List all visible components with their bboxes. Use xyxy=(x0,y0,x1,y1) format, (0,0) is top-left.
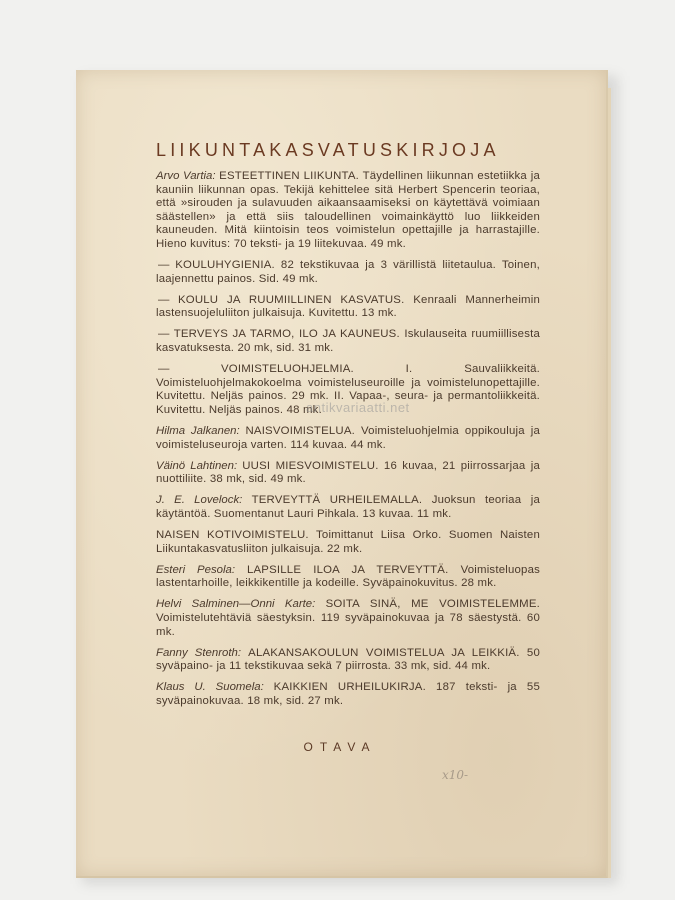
entry-text: SOITA SINÄ, ME VOIMISTELEMME. Voimistelutehtäviä säestyksin. 119 syväpainokuvaa ja 78 säestystä. 60 mk. xyxy=(156,598,540,638)
entry-text: NAISVOIMISTELUA. Voimisteluohjelmia oppikouluja ja voimisteluseuroja varten. 114 kuvaa. 44 mk. xyxy=(156,425,540,451)
pencil-price-note: x10- xyxy=(442,768,469,782)
book-entry xyxy=(156,681,540,708)
entry-author: — xyxy=(158,293,170,306)
entry-author: Helvi Salminen—Onni Karte: xyxy=(156,598,316,611)
book-entry xyxy=(156,494,540,521)
book-list xyxy=(156,170,540,716)
entry-author: J. E. Lovelock: xyxy=(156,494,243,507)
publisher-name: OTAVA xyxy=(303,740,377,754)
entry-author: — xyxy=(158,363,170,376)
entry-author: Esteri Pesola: xyxy=(156,563,236,576)
book-entry xyxy=(156,328,540,355)
book-entry xyxy=(156,259,540,286)
entry-author: Väinö Lahtinen: xyxy=(156,459,238,472)
book-entry xyxy=(156,598,540,639)
entry-text: VOIMISTELUOHJELMIA. I. Sauvaliikkeitä. Voimisteluohjelmakokoelma voimisteluseuroille ja voimistelunopettajille. Kuvitettu. Neljäs painos. 29 mk. II. Vapaa-, seura- ja permantoliikkeitä. Kuvitettu. Neljäs painos. 48 mk. xyxy=(156,363,541,416)
cover-title: LIIKUNTAKASVATUSKIRJOJA xyxy=(156,140,500,160)
entry-author: — xyxy=(158,328,170,341)
entry-text: ESTEETTINEN LIIKUNTA. Täydellinen liikunnan estetiikka ja kauniin liikunnan opas. Tekijä kehittelee sitä Herbert Spencerin teoriaa, että »sirouden ja sulavuuden aikaansaamiseksi on käytettävä voimiaan säästellen» ja että siis taloudellinen voimainkäyttö luo liikkeiden kauneuden. Mitä kiintoisin teos voimistelun opettajille ja harrastajille. Hieno kuvitus: 70 teksti- ja 19 liitekuvaa. 49 mk. xyxy=(156,170,540,250)
entry-author: Hilma Jalkanen: xyxy=(156,425,240,437)
entry-text: TERVEYTTÄ URHEILEMALLA. Juoksun teoriaa ja käytäntöä. Suomentanut Lauri Pihkala. 13 kuvaa. 11 mk. xyxy=(156,494,540,520)
entry-text: KOULUHYGIENIA. 82 tekstikuvaa ja 3 värillistä liitetaulua. Toinen, laajennettu painos. Sid. 49 mk. xyxy=(156,259,540,285)
entry-text: UUSI MIESVOIMISTELU. 16 kuvaa, 21 piirrossarjaa ja nuottiliite. 38 mk, sid. 49 mk. xyxy=(156,459,540,486)
book-entry xyxy=(156,460,540,487)
entry-text: KOULU JA RUUMIILLINEN KASVATUS. Kenraali Mannerheimin lastensuojeluliiton julkaisuja. Kuvitettu. 13 mk. xyxy=(156,293,541,320)
book-entry xyxy=(156,294,540,321)
book-entry xyxy=(156,529,540,556)
book-entry xyxy=(156,564,540,591)
entry-author: Klaus U. Suomela: xyxy=(156,681,264,694)
entry-text: ALAKANSAKOULUN VOIMISTELUA JA LEIKKIÄ. 50 syväpaino- ja 11 tekstikuvaa sekä 7 piirrosta. 33 mk, sid. 44 mk. xyxy=(156,646,540,673)
entry-author: — xyxy=(158,259,170,272)
entry-text: KAIKKIEN URHEILUKIRJA. 187 teksti- ja 55 syväpainokuvaa. 18 mk, sid. 27 mk. xyxy=(156,681,540,707)
entry-author: Arvo Vartia: xyxy=(156,170,216,182)
watermark-text: antikvariaatti.net xyxy=(306,400,410,415)
entry-author: Fanny Stenroth: xyxy=(156,646,242,659)
book-entry xyxy=(156,170,540,252)
book-entry xyxy=(156,425,540,452)
entry-text: TERVEYS JA TARMO, ILO JA KAUNEUS. Iskulauseita ruumiillisesta kasvatuksesta. 20 mk, sid. 31 mk. xyxy=(156,328,540,355)
entry-text: LAPSILLE ILOA JA TERVEYTTÄ. Voimisteluopas lastentarhoille, leikkikentille ja kodeille. Syväpainokuvitus. 28 mk. xyxy=(156,563,540,590)
entry-text: NAISEN KOTIVOIMISTELU. Toimittanut Liisa Orko. Suomen Naisten Liikuntakasvatusliiton julkaisuja. 22 mk. xyxy=(156,529,540,555)
book-entry xyxy=(156,647,540,674)
